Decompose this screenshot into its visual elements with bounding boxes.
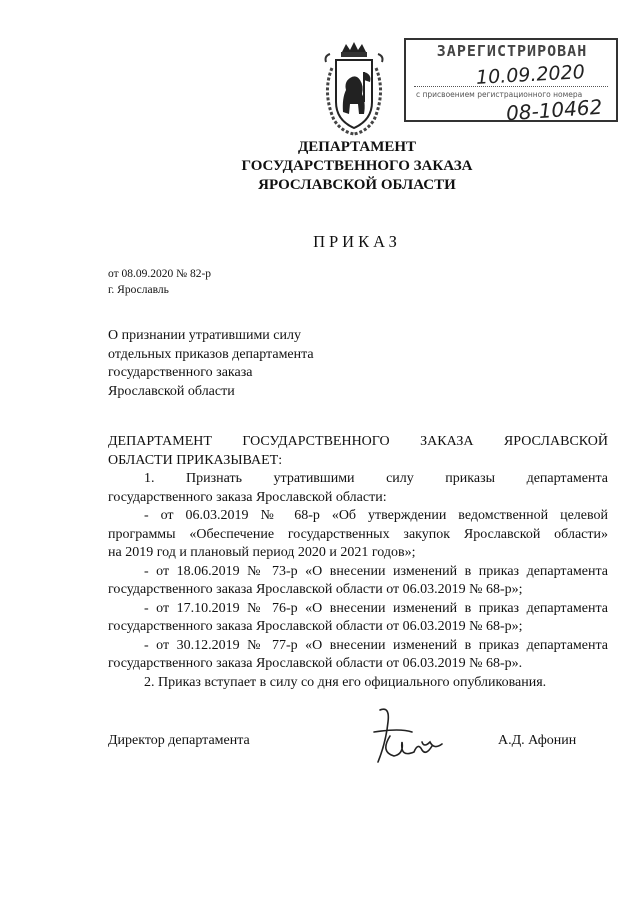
department-header bbox=[160, 138, 554, 195]
stamp-note: с присвоением регистрационного номера bbox=[416, 90, 583, 99]
body-line: - от 06.03.2019 № 68-р «Об утверждении ведомственной целевой bbox=[144, 508, 608, 523]
handwritten-signature bbox=[360, 702, 460, 772]
subject-line: отдельных приказов департамента bbox=[108, 346, 314, 362]
body-line: государственного заказа Ярославской области: bbox=[108, 489, 387, 505]
subject-line: О признании утратившими силу bbox=[108, 328, 301, 343]
header-line: ГОСУДАРСТВЕННОГО ЗАКАЗА bbox=[241, 158, 473, 174]
header-line: ДЕПАРТАМЕНТ bbox=[297, 139, 417, 155]
header-line: ЯРОСЛАВСКОЙ ОБЛАСТИ bbox=[258, 177, 456, 193]
subject-line: Ярославской области bbox=[108, 383, 235, 399]
stamp-date: 10.09.2020 bbox=[475, 61, 586, 89]
document-meta bbox=[108, 266, 211, 298]
document-city: г. Ярославль bbox=[108, 284, 169, 296]
body-line: 1. Признать утратившими силу приказы департамента bbox=[144, 471, 608, 486]
document-type-title: ПРИКАЗ bbox=[313, 232, 401, 251]
registration-stamp bbox=[404, 38, 618, 126]
body-line: на 2019 год и плановый период 2020 и 2021 годов»; bbox=[108, 545, 416, 560]
document-body bbox=[108, 433, 608, 692]
coat-of-arms-emblem bbox=[312, 42, 396, 138]
body-line: ОБЛАСТИ ПРИКАЗЫВАЕТ: bbox=[108, 452, 283, 468]
body-line: программы «Обеспечение государственных закупок Ярославской области» bbox=[108, 526, 608, 542]
stamp-title: ЗАРЕГИСТРИРОВАН bbox=[436, 42, 588, 60]
document-date-number: от 08.09.2020 № 82-р bbox=[108, 268, 212, 280]
body-line: государственного заказа Ярославской области от 06.03.2019 № 68-р»; bbox=[108, 582, 523, 597]
subject-line: государственного заказа bbox=[108, 365, 253, 380]
signatory-name: А.Д. Афонин bbox=[498, 733, 577, 748]
body-line: ДЕПАРТАМЕНТ ГОСУДАРСТВЕННОГО ЗАКАЗА ЯРОСЛАВСКОЙ bbox=[108, 434, 608, 449]
stamp-number: 08-10462 bbox=[505, 94, 604, 126]
body-line: - от 30.12.2019 № 77-р «О внесении изменений в приказ департамента bbox=[144, 637, 608, 653]
signatory-role: Директор департамента bbox=[108, 733, 250, 748]
body-line: 2. Приказ вступает в силу со дня его официального опубликования. bbox=[144, 674, 547, 690]
body-line: - от 17.10.2019 № 76-р «О внесении изменений в приказ департамента bbox=[144, 600, 608, 616]
body-line: - от 18.06.2019 № 73-р «О внесении изменений в приказ департамента bbox=[144, 563, 608, 579]
stamp-divider bbox=[414, 86, 608, 87]
body-line: государственного заказа Ярославской области от 06.03.2019 № 68-р»; bbox=[108, 619, 523, 634]
body-line: государственного заказа Ярославской области от 06.03.2019 № 68-р». bbox=[108, 656, 523, 671]
document-subject bbox=[108, 327, 314, 401]
